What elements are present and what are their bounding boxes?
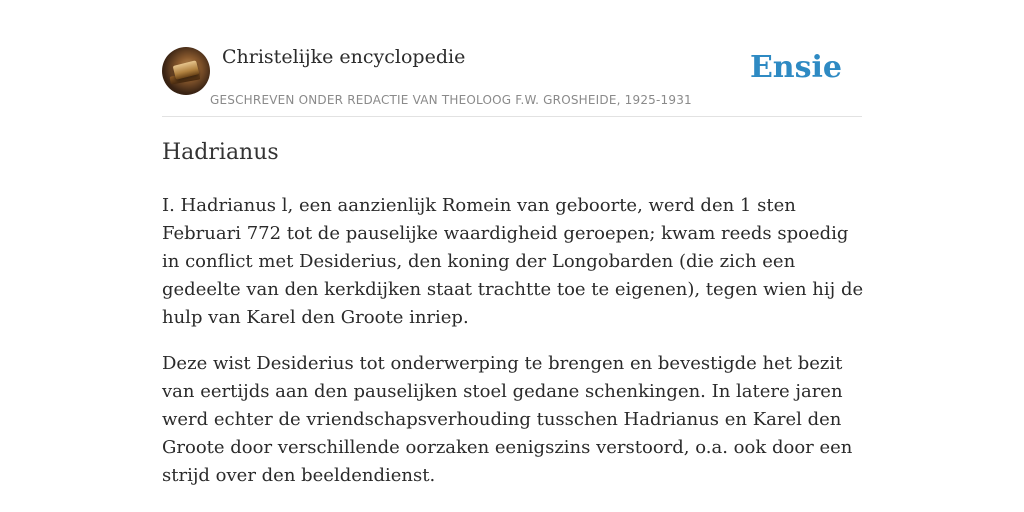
book-photo-icon[interactable] <box>162 47 210 95</box>
article-title: Hadrianus <box>162 140 279 165</box>
site-title[interactable]: Christelijke encyclopedie <box>222 46 466 68</box>
site-subtitle: GESCHREVEN ONDER REDACTIE VAN THEOLOOG F.W. GROSHEIDE, 1925-1931 <box>210 93 692 107</box>
article-body <box>162 192 867 508</box>
paragraph: Deze wist Desiderius tot onderwerping te brengen en bevestigde het bezit van eertijds aan den pauselijken stoel gedane schenkingen. In latere jaren werd echter de vriendschapsverhouding tusschen Hadrianus en Karel den Groote door verschillende oorzaken eenigszins verstoord, o.a. ook door een strijd over den beeldendienst. <box>162 353 853 486</box>
ensie-logo[interactable]: Ensie <box>749 50 842 85</box>
header <box>162 46 862 117</box>
paragraph: I. Hadrianus l, een aanzienlijk Romein van geboorte, werd den 1 sten Februari 772 tot de pauselijke waardigheid geroepen; kwam reeds spoedig in conflict met Desiderius, den koning der Longobarden (die zich een gedeelte van den kerkdijken staat trachtte toe te eigenen), tegen wien hij de hulp van Karel den Groote inriep. <box>162 195 864 328</box>
